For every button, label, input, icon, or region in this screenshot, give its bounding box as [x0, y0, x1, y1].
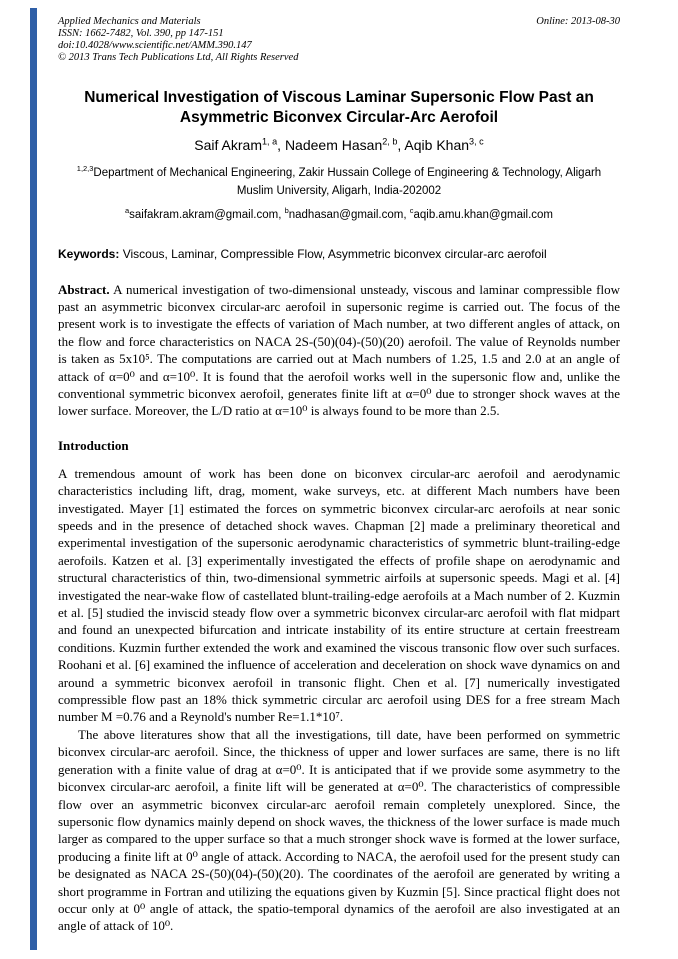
intro-paragraph-1: A tremendous amount of work has been done on biconvex circular-arc aerofoil and aerodynamic characteristics including lift, drag, moment, wake surveys, etc. at different Mach numbers have been investigated. Mayer [1] estimated the forces on symmetric biconvex circular-arc aerofoils at near sonic speeds and in the presence of detached shock waves. Chapman [2] made a preliminary theoretical and experimental investigation of the supersonic aerodynamic characteristics of symmetric blunt-trailing-edge aerofoils. Katzen et al. [3] experimentally investigated the effects of profile shape on aerodynamic and structural characteristics of thin, two-dimensional symmetric airfoils at supersonic speeds. Magi et al. [4] investigated the near-wake flow of castellated blunt-trailing-edge aerofoils at a Mach number of 2. Kuzmin et al. [5] studied the inviscid steady flow over a symmetric biconvex circular-arc aerofoil with flat midpart and found an unexpected bifurcation and intricate instability of its entire structure at certain freestream conditions. Kuzmin further extended the work and examined the viscous transonic flow over such surfaces. Roohani et al. [6] examined the influence of acceleration and deceleration on shock wave dynamics on and around a symmetric biconvex aerofoil in transonic flight. Chen et al. [7] numerically investigated compressible flow past an 18% thick symmetric circular arc aerofoil using DES for a free stream Mach number M =0.76 and a Reynold's number Re=1.1*10⁷. — [58, 465, 620, 725]
email-3-text: aqib.amu.khan@gmail.com — [413, 208, 554, 221]
section-heading-introduction: Introduction — [58, 437, 129, 453]
journal-name: Applied Mechanics and Materials — [58, 16, 201, 27]
intro-paragraph-2: The above literatures show that all the investigations, till date, have been performed on symmetric biconvex circular-arc aerofoil. Since, the thickness of upper and lower surfaces are same, there is no lift generation with a finite value of drag at α=0⁰. It is anticipated that if we provide some asymmetry to the biconvex circular-arc aerofoil, a finite lift will be generated at α=0⁰. The characteristics of compressible flow over an asymmetric biconvex circular-arc aerofoil remain completely unexplored. Since, the supersonic flow dynamics mainly depend on shock waves, the thickness of the lower surface is made much larger as compared to the upper surface so that a much stronger shock wave is formed at the lower surface, producing a finite lift at 0⁰ angle of attack. According to NACA, the aerofoil used for the present study can be designated as NACA 2S-(50)(04)-(50)(20). The coordinates of the aerofoil are generated by writing a short programme in Fortran and utilizing the equations given by Kuzmin [5]. Since practical flight does not occur only at 0⁰ angle of attack, the spatio-temporal dynamics of the aerofoil are also investigated at an angle of attack of 10⁰. — [58, 726, 620, 934]
copyright-line: © 2013 Trans Tech Publications Ltd, All Rights Reserved — [58, 51, 299, 63]
author-3-name: , Aqib Khan — [397, 136, 470, 153]
email-2-text: nadhasan@gmail.com, — [288, 208, 410, 221]
keywords-text: Viscous, Laminar, Compressible Flow, Asymmetric biconvex circular-arc aerofoil — [119, 246, 547, 261]
affiliation-sup: 1,2,3 — [76, 164, 94, 174]
email-2-sup: b — [284, 205, 289, 215]
online-date: Online: 2013-08-30 — [536, 16, 620, 27]
abstract-text: A numerical investigation of two-dimensional unsteady, viscous and laminar compressible flow past an asymmetric biconvex circular-arc aerofoil in supersonic regime is carried out. The focus of the present work is to investigate the effects of variation of Mach number, at two different angles of attack, on the flow and force characteristics on NACA 2S-(50)(04)-(50)(20) aerofoil. The value of Reynolds number is taken as 5x10⁵. The computations are carried out at Mach numbers of 1.25, 1.5 and 2.0 at an angle of attack of α=0⁰ and α=10⁰. It is found that the aerofoil works well in the supersonic flow and, unlike the conventional symmetric biconvex aerofoil, generates finite lift at α=0⁰ due to stronger shock waves at the lower surface. Moreover, the L/D ratio at α=10⁰ is always found to be more than 2.5. — [58, 281, 620, 419]
email-1-text: saifakram.akram@gmail.com, — [129, 208, 285, 221]
left-accent-bar — [30, 8, 37, 950]
emails-line — [58, 205, 620, 221]
affiliation-line — [59, 165, 619, 201]
journal-header-left — [58, 16, 298, 64]
email-1-sup: a — [124, 205, 130, 215]
keywords-label: Keywords: — [58, 246, 120, 261]
doi-line: doi:10.4028/www.scientific.net/AMM.390.147 — [58, 39, 252, 51]
abstract-paragraph — [58, 281, 620, 420]
author-3-sup: 3, c — [469, 136, 484, 147]
author-1-sup: 1, a — [262, 136, 278, 147]
affiliation-text: Department of Mechanical Engineering, Zakir Hussain College of Engineering & Technology, Aligarh Muslim University, Aligarh, India-202002 — [93, 166, 602, 197]
issn-line: ISSN: 1662-7482, Vol. 390, pp 147-151 — [58, 27, 224, 39]
keywords-line — [58, 247, 620, 261]
author-1-name: Saif Akram — [194, 136, 262, 153]
author-2-sup: 2, b — [382, 136, 398, 147]
email-3-sup: c — [409, 205, 414, 215]
author-2-name: , Nadeem Hasan — [277, 136, 383, 153]
authors-line — [58, 137, 620, 153]
abstract-label: Abstract. — [58, 281, 110, 297]
journal-header — [58, 16, 620, 64]
paper-title: Numerical Investigation of Viscous Laminar Supersonic Flow Past an Asymmetric Biconvex Circular-Arc Aerofoil — [84, 88, 594, 126]
